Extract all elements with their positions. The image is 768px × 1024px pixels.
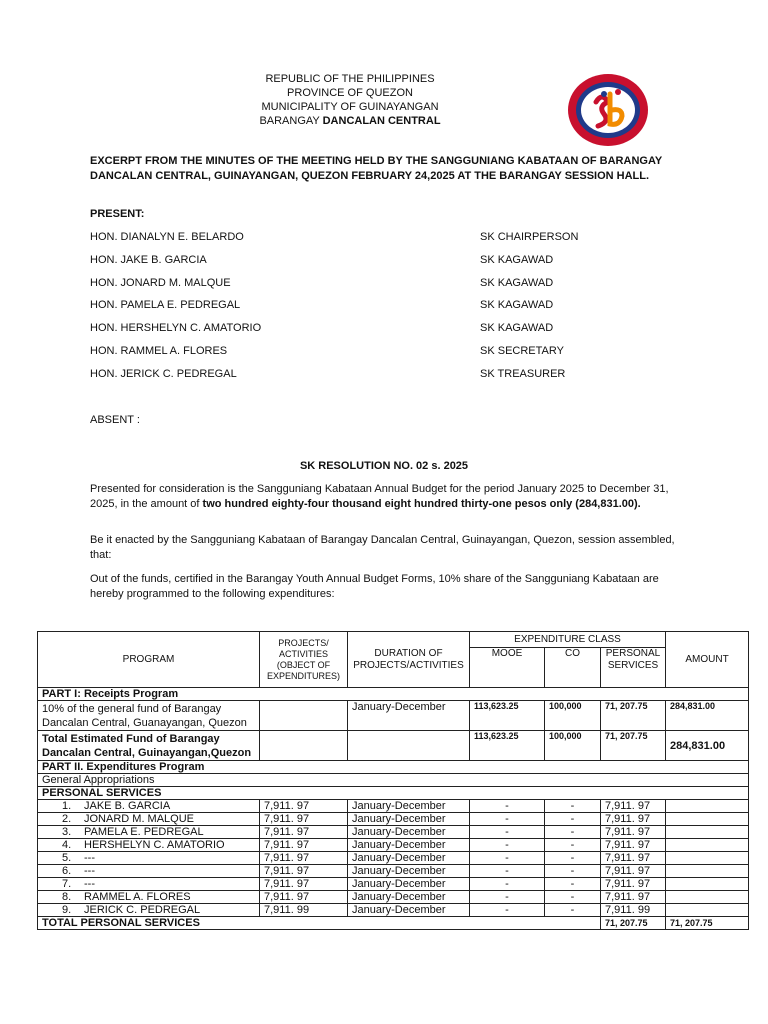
ps-amount xyxy=(666,878,749,891)
ps-mooe: - xyxy=(470,813,545,826)
header-mooe: MOOE xyxy=(470,648,545,688)
total-fund-co: 100,000 xyxy=(545,731,601,761)
table-row xyxy=(38,826,749,839)
ps-name xyxy=(38,800,260,813)
ps-name xyxy=(38,904,260,917)
receipt-co: 100,000 xyxy=(545,701,601,731)
ps-value: 7,911. 97 xyxy=(601,813,666,826)
ps-row-number: 9. xyxy=(62,904,72,916)
sk-logo-icon xyxy=(566,72,650,148)
ps-co: - xyxy=(545,800,601,813)
ps-mooe: - xyxy=(470,852,545,865)
ps-mooe: - xyxy=(470,878,545,891)
ps-projects: 7,911. 97 xyxy=(260,852,348,865)
ps-row-name: --- xyxy=(84,852,95,864)
part1-title: PART I: Receipts Program xyxy=(38,688,749,701)
ps-value: 7,911. 97 xyxy=(601,826,666,839)
total-fund-amount: 284,831.00 xyxy=(666,731,749,761)
ps-row-name: --- xyxy=(84,865,95,877)
member-row xyxy=(90,322,690,336)
total-fund-projects xyxy=(260,731,348,761)
paragraph-enacted: Be it enacted by the Sangguniang Kabataan of Barangay Dancalan Central, Guinayangan, Quezon, session assembled, that: xyxy=(90,534,675,561)
member-name: HON. RAMMEL A. FLORES xyxy=(90,345,228,357)
table-row xyxy=(38,878,749,891)
header-line-barangay: BARANGAY DANCALAN CENTRAL xyxy=(259,115,441,127)
table-row xyxy=(38,688,749,701)
member-name: HON. DIANALYN E. BELARDO xyxy=(90,231,244,243)
member-name: HON. HERSHELYN C. AMATORIO xyxy=(90,322,262,334)
budget-table xyxy=(37,631,749,930)
ps-amount xyxy=(666,800,749,813)
ps-row-name: JAKE B. GARCIA xyxy=(84,800,171,812)
header-program: PROGRAM xyxy=(38,632,260,688)
header-amount: AMOUNT xyxy=(666,632,749,688)
header-line-municipality: MUNICIPALITY OF GUINAYANGAN xyxy=(261,101,439,113)
header-duration: DURATION OF PROJECTS/ACTIVITIES xyxy=(348,632,470,688)
ps-value: 7,911. 97 xyxy=(601,852,666,865)
ps-value: 7,911. 97 xyxy=(601,865,666,878)
header-expenditure-class: EXPENDITURE CLASS xyxy=(470,632,666,648)
paragraph-consideration: Presented for consideration is the Sangguniang Kabataan Annual Budget for the period January 2025 to December 31, 2025, in the amount of two hundred eighty-four thousand eight hundred thirty-one pesos only (284,831.00). xyxy=(90,483,669,510)
ps-co: - xyxy=(545,826,601,839)
ps-amount xyxy=(666,839,749,852)
ps-name xyxy=(38,839,260,852)
ps-mooe: - xyxy=(470,800,545,813)
ps-co: - xyxy=(545,878,601,891)
ps-duration: January-December xyxy=(348,800,470,813)
ps-row-number: 5. xyxy=(62,852,72,864)
ps-co: - xyxy=(545,891,601,904)
ps-projects: 7,911. 99 xyxy=(260,904,348,917)
ps-value: 7,911. 97 xyxy=(601,800,666,813)
ps-duration: January-December xyxy=(348,878,470,891)
part2-title: PART II. Expenditures Program xyxy=(38,761,749,774)
ps-amount xyxy=(666,813,749,826)
ps-value: 7,911. 97 xyxy=(601,878,666,891)
resolution-title: SK RESOLUTION NO. 02 s. 2025 xyxy=(299,460,469,472)
ps-row-number: 1. xyxy=(62,800,72,812)
table-row xyxy=(38,761,749,774)
header-personal-services: PERSONAL SERVICES xyxy=(601,648,666,688)
ps-row-name: JONARD M. MALQUE xyxy=(84,813,195,825)
ps-duration: January-December xyxy=(348,839,470,852)
ps-duration: January-December xyxy=(348,852,470,865)
ps-co: - xyxy=(545,813,601,826)
ps-projects: 7,911. 97 xyxy=(260,865,348,878)
ps-name xyxy=(38,813,260,826)
table-row xyxy=(38,904,749,917)
ps-value: 7,911. 99 xyxy=(601,904,666,917)
total-fund-duration xyxy=(348,731,470,761)
ps-amount xyxy=(666,852,749,865)
member-role: SK SECRETARY xyxy=(480,345,564,357)
ps-duration: January-December xyxy=(348,826,470,839)
ps-row-number: 2. xyxy=(62,813,72,825)
table-row xyxy=(38,787,749,800)
ps-projects: 7,911. 97 xyxy=(260,891,348,904)
table-row xyxy=(38,813,749,826)
ps-mooe: - xyxy=(470,904,545,917)
member-role: SK KAGAWAD xyxy=(480,299,554,311)
total-ps-label: TOTAL PERSONAL SERVICES xyxy=(38,917,601,930)
ps-name xyxy=(38,878,260,891)
ps-name xyxy=(38,826,260,839)
total-ps-value: 71, 207.75 xyxy=(601,917,666,930)
ps-projects: 7,911. 97 xyxy=(260,800,348,813)
ps-duration: January-December xyxy=(348,813,470,826)
header-line-province: PROVINCE OF QUEZON xyxy=(287,87,413,99)
ps-amount xyxy=(666,826,749,839)
receipt-duration: January-December xyxy=(348,701,470,731)
ps-row-number: 4. xyxy=(62,839,72,851)
absent-label: ABSENT : xyxy=(90,414,140,426)
minutes-excerpt: EXCERPT FROM THE MINUTES OF THE MEETING HELD BY THE SANGGUNIANG KABATAAN OF BARANGAY DANCALAN CENTRAL, GUINAYANGAN, QUEZON FEBRUARY 24,2025 AT THE BARANGAY SESSION HALL. xyxy=(90,155,663,182)
ps-row-number: 3. xyxy=(62,826,72,838)
member-row xyxy=(90,299,690,313)
table-row xyxy=(38,731,749,761)
table-row xyxy=(38,800,749,813)
ps-name xyxy=(38,865,260,878)
ps-projects: 7,911. 97 xyxy=(260,826,348,839)
ps-name xyxy=(38,852,260,865)
table-row xyxy=(38,917,749,930)
ps-duration: January-December xyxy=(348,865,470,878)
ps-co: - xyxy=(545,839,601,852)
member-role: SK KAGAWAD xyxy=(480,277,554,289)
ps-value: 7,911. 97 xyxy=(601,839,666,852)
ps-co: - xyxy=(545,865,601,878)
header-projects: PROJECTS/ ACTIVITIES (OBJECT OF EXPENDITURES) xyxy=(260,632,348,688)
table-row xyxy=(38,891,749,904)
receipt-amount: 284,831.00 xyxy=(666,701,749,731)
member-row xyxy=(90,368,690,382)
member-row xyxy=(90,277,690,291)
ps-row-name: PAMELA E. PEDREGAL xyxy=(84,826,204,838)
member-name: HON. PAMELA E. PEDREGAL xyxy=(90,299,241,311)
present-label: PRESENT: xyxy=(90,208,145,220)
ps-amount xyxy=(666,865,749,878)
member-role: SK CHAIRPERSON xyxy=(480,231,579,243)
total-fund-mooe: 113,623.25 xyxy=(470,731,545,761)
ps-co: - xyxy=(545,904,601,917)
ps-amount xyxy=(666,891,749,904)
table-row xyxy=(38,701,749,731)
member-row xyxy=(90,231,690,245)
table-row xyxy=(38,865,749,878)
table-row xyxy=(38,839,749,852)
ps-co: - xyxy=(545,852,601,865)
member-name: HON. JONARD M. MALQUE xyxy=(90,277,231,289)
ps-mooe: - xyxy=(470,826,545,839)
general-appropriations: General Appropriations xyxy=(38,774,749,787)
ps-mooe: - xyxy=(470,865,545,878)
ps-duration: January-December xyxy=(348,904,470,917)
ps-row-name: JERICK C. PEDREGAL xyxy=(84,904,201,916)
ps-row-name: --- xyxy=(84,878,95,890)
ps-row-number: 6. xyxy=(62,865,72,877)
ps-projects: 7,911. 97 xyxy=(260,878,348,891)
header-co: CO xyxy=(545,648,601,688)
ps-projects: 7,911. 97 xyxy=(260,813,348,826)
member-role: SK TREASURER xyxy=(480,368,566,380)
member-row xyxy=(90,345,690,359)
personal-services-title: PERSONAL SERVICES xyxy=(38,787,749,800)
ps-row-number: 7. xyxy=(62,878,72,890)
paragraph-funds: Out of the funds, certified in the Barangay Youth Annual Budget Forms, 10% share of the Sangguniang Kabataan are hereby programmed to the following expenditures: xyxy=(90,573,659,600)
letterhead xyxy=(240,72,460,128)
table-row xyxy=(38,774,749,787)
receipt-projects xyxy=(260,701,348,731)
receipt-ps: 71, 207.75 xyxy=(601,701,666,731)
member-role: SK KAGAWAD xyxy=(480,254,554,266)
ps-row-number: 8. xyxy=(62,891,72,903)
total-fund-program: Total Estimated Fund of Barangay Dancalan Central, Guinayangan,Quezon xyxy=(38,731,260,761)
ps-name xyxy=(38,891,260,904)
ps-amount xyxy=(666,904,749,917)
table-header-row xyxy=(38,632,749,648)
total-ps-amount: 71, 207.75 xyxy=(666,917,749,930)
total-fund-ps: 71, 207.75 xyxy=(601,731,666,761)
ps-value: 7,911. 97 xyxy=(601,891,666,904)
receipt-mooe: 113,623.25 xyxy=(470,701,545,731)
receipt-program: 10% of the general fund of Barangay Dancalan Central, Guanayangan, Quezon xyxy=(38,701,260,731)
personal-services-rows xyxy=(38,800,749,917)
ps-row-name: HERSHELYN C. AMATORIO xyxy=(84,839,225,851)
ps-projects: 7,911. 97 xyxy=(260,839,348,852)
member-row xyxy=(90,254,690,268)
ps-mooe: - xyxy=(470,839,545,852)
member-role: SK KAGAWAD xyxy=(480,322,554,334)
header-line-republic: REPUBLIC OF THE PHILIPPINES xyxy=(265,73,435,85)
table-row xyxy=(38,852,749,865)
ps-duration: January-December xyxy=(348,891,470,904)
ps-row-name: RAMMEL A. FLORES xyxy=(84,891,191,903)
member-name: HON. JAKE B. GARCIA xyxy=(90,254,207,266)
ps-mooe: - xyxy=(470,891,545,904)
member-name: HON. JERICK C. PEDREGAL xyxy=(90,368,237,380)
